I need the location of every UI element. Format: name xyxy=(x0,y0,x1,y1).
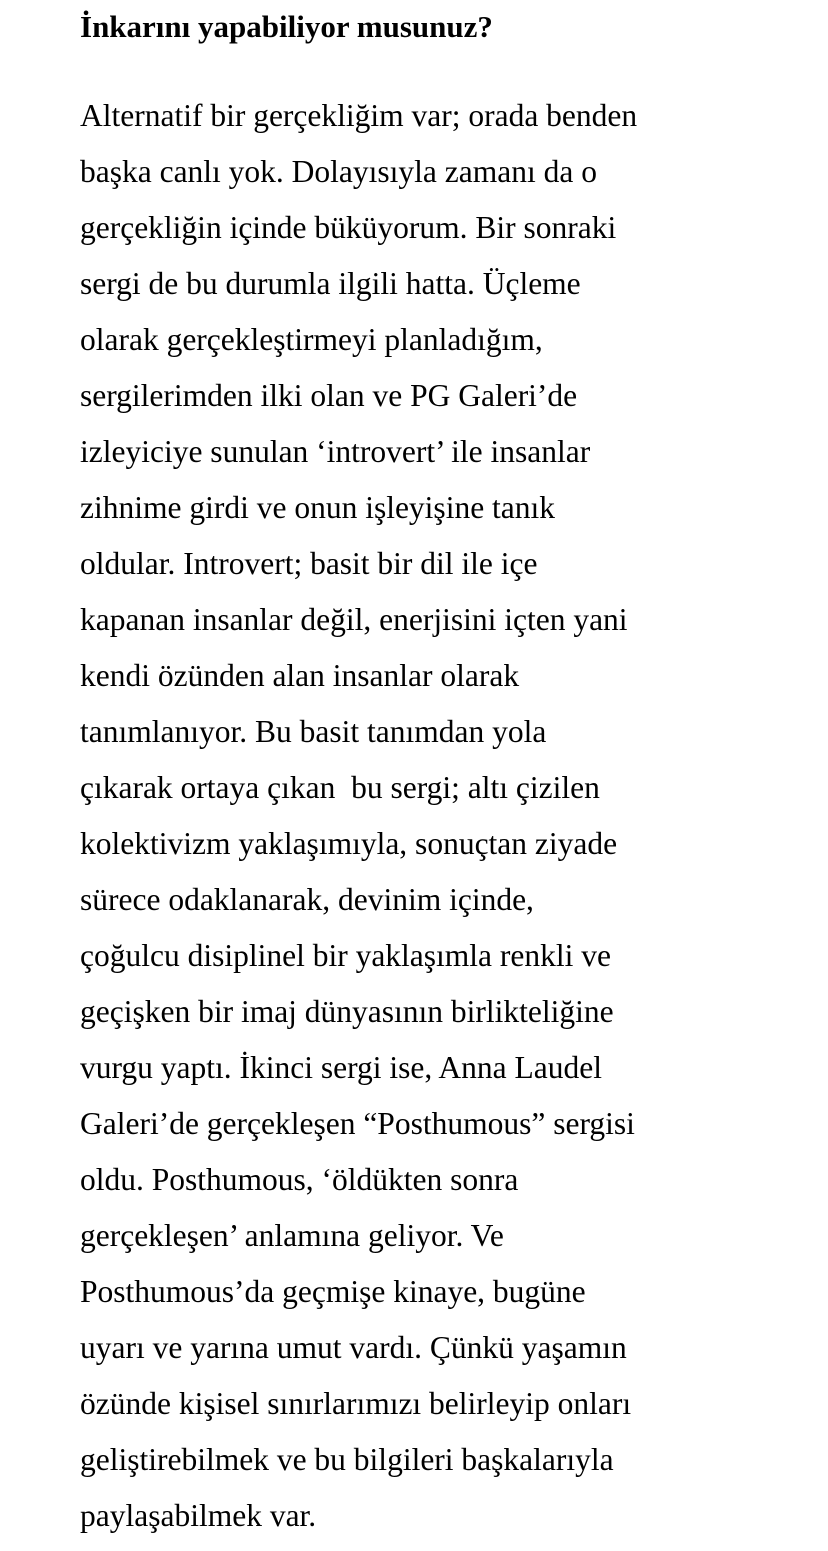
paragraph-line: zihnime girdi ve onun işleyişine tanık xyxy=(80,490,556,525)
article-heading: İnkarını yapabiliyor musunuz? xyxy=(80,9,493,44)
paragraph-line: uyarı ve yarına umut vardı. Çünkü yaşamın xyxy=(80,1330,627,1365)
paragraph-line: Galeri’de gerçekleşen “Posthumous” sergisi xyxy=(80,1106,635,1141)
paragraph-line: Posthumous’da geçmişe kinaye, bugüne xyxy=(80,1274,586,1309)
paragraph-line: kendi özünden alan insanlar olarak xyxy=(80,658,520,693)
paragraph-line: izleyiciye sunulan ‘introvert’ ile insanlar xyxy=(80,434,591,469)
paragraph-line: başka canlı yok. Dolayısıyla zamanı da o xyxy=(80,154,597,189)
paragraph-line: gerçekleşen’ anlamına geliyor. Ve xyxy=(80,1218,504,1253)
paragraph-line: Alternatif bir gerçekliğim var; orada benden xyxy=(80,98,638,133)
paragraph-line: olarak gerçekleştirmeyi planladığım, xyxy=(80,322,543,357)
paragraph-line: oldu. Posthumous, ‘öldükten sonra xyxy=(80,1162,519,1197)
paragraph-line: özünde kişisel sınırlarımızı belirleyip onları xyxy=(80,1386,632,1421)
paragraph-line: geliştirebilmek ve bu bilgileri başkalarıyla xyxy=(80,1442,614,1477)
paragraph-line: kapanan insanlar değil, enerjisini içten yani xyxy=(80,602,628,637)
paragraph-line: geçişken bir imaj dünyasının birlikteliğine xyxy=(80,994,614,1029)
paragraph-line: vurgu yaptı. İkinci sergi ise, Anna Laudel xyxy=(80,1050,602,1085)
paragraph-line: tanımlanıyor. Bu basit tanımdan yola xyxy=(80,714,547,749)
paragraph-line: gerçekliğin içinde büküyorum. Bir sonraki xyxy=(80,210,617,245)
paragraph-line: kolektivizm yaklaşımıyla, sonuçtan ziyade xyxy=(80,826,618,861)
article-paragraph xyxy=(80,95,637,1551)
paragraph-line: sürece odaklanarak, devinim içinde, xyxy=(80,882,534,917)
paragraph-line: sergi de bu durumla ilgili hatta. Üçleme xyxy=(80,266,581,301)
paragraph-line: çıkarak ortaya çıkan bu sergi; altı çizilen xyxy=(80,770,600,805)
paragraph-line: oldular. Introvert; basit bir dil ile içe xyxy=(80,546,538,581)
paragraph-line: sergilerimden ilki olan ve PG Galeri’de xyxy=(80,378,578,413)
paragraph-line: çoğulcu disiplinel bir yaklaşımla renkli ve xyxy=(80,938,611,973)
paragraph-line: paylaşabilmek var. xyxy=(80,1498,317,1533)
